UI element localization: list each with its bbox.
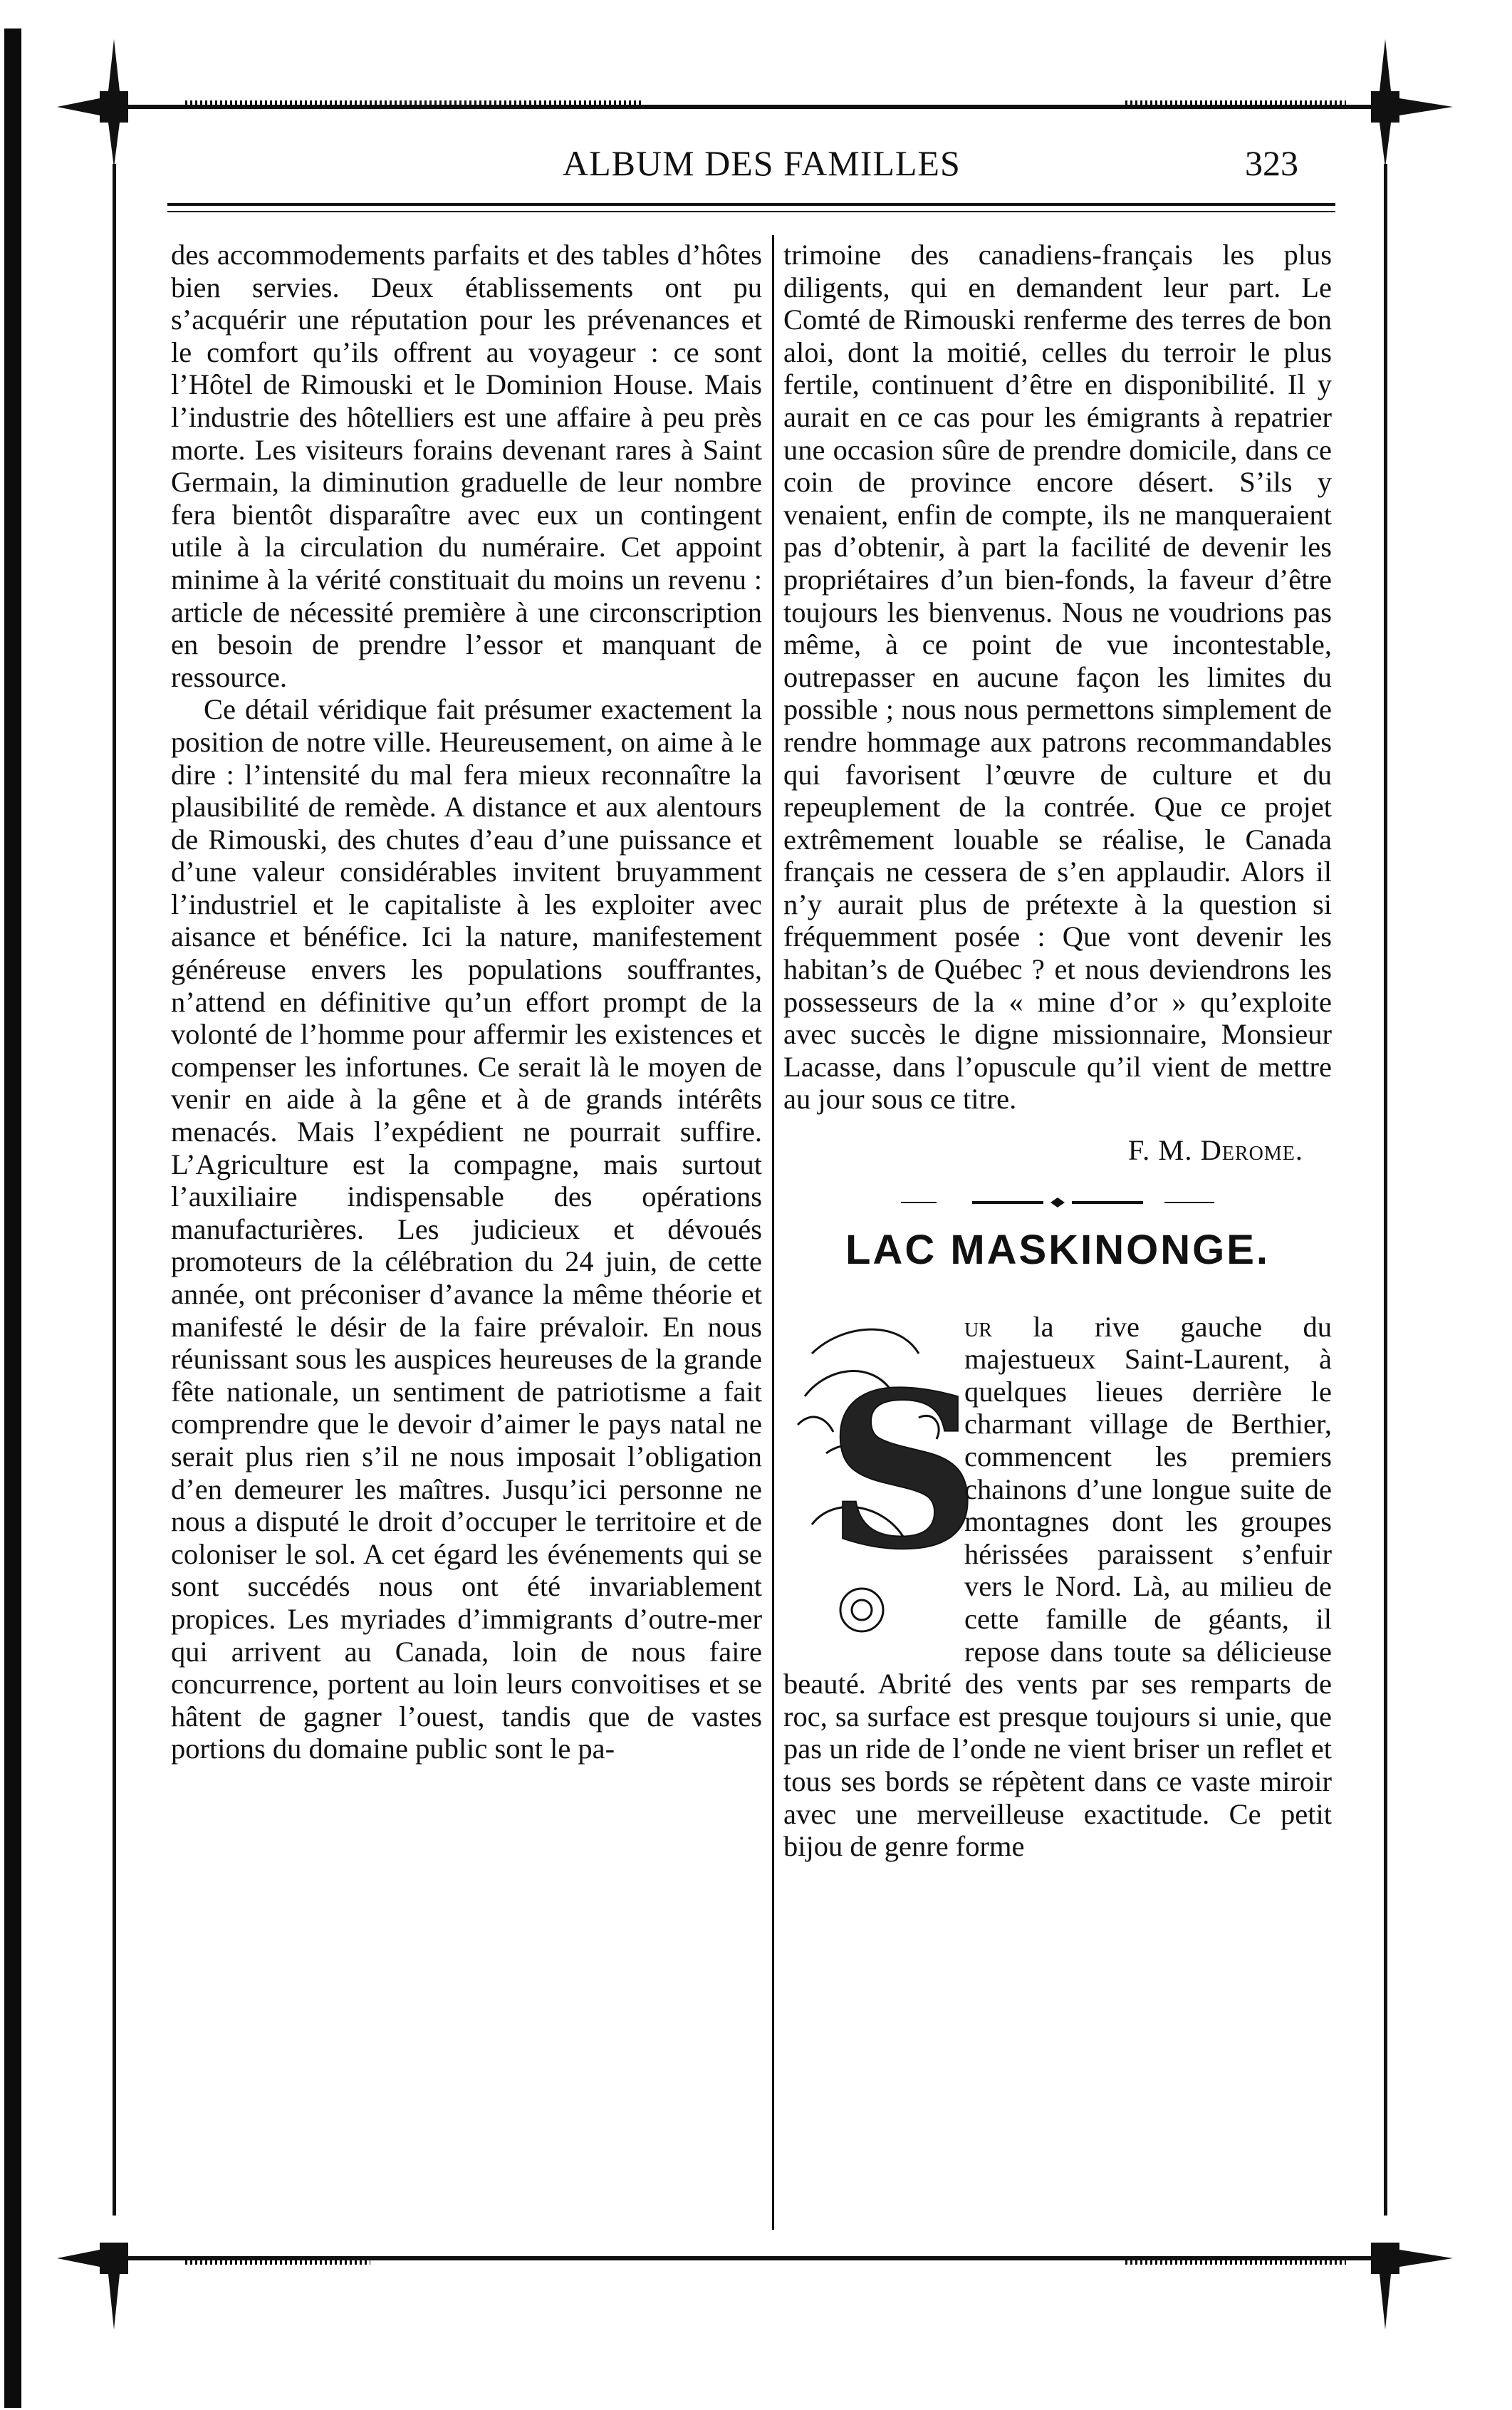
left-column [171, 239, 762, 1765]
article-body [783, 1311, 1332, 1863]
left-frame-line [113, 164, 116, 2216]
column-separator [772, 235, 774, 2230]
header-rule-bottom [167, 211, 1335, 212]
article-text: la rive gauche du majestueux Saint-Laurent, à quelques lieues derrière le charmant village de Berthier, commencent les premiers chainons d’une longue suite de montagnes dont les groupes hérissées paraissent s’enfuir vers le Nord. Là, au milieu de cette famille de géants, il repose dans toute sa délicieuse beauté. Abrité des vents par ses remparts de roc, sa surface est presque toujours si unie, que pas un ride de l’onde ne vient briser un reflet et tous ses bords se répètent dans ce vaste miroir avec une merveilleuse exactitude. Ce petit bijou de genre forme [783, 1310, 1332, 1863]
left-border-bar [4, 28, 21, 2408]
page-number: 323 [1245, 143, 1298, 183]
dropcap-letter: S [826, 1344, 981, 1596]
article-title: LAC MASKINONGE. [845, 1226, 1270, 1273]
running-title: ALBUM DES FAMILLES [563, 143, 961, 183]
right-column [783, 239, 1332, 1863]
paragraph: des accommodements parfaits et des tables d’hôtes bien servies. Deux établissements ont pu s’acquérir une réputation pour les prévenances et le comfort qu’ils offrent au voyageur : ce sont l’Hôtel de Rimouski et le Dominion House. Mais l’industrie des hôtelliers est une affaire à peu près morte. Les visiteurs forains devenant rares à Saint Germain, la diminution graduelle de leur nombre fera bientôt disparaître avec eux un contingent utile à la circulation du numéraire. Cet appoint minime à la vérité constituait du moins un revenu : article de nécessité première à une circonscription en besoin de prendre l’essor et manquant de ressource. [171, 239, 762, 693]
paragraph: Ce détail véridique fait présumer exactement la position de notre ville. Heureusement, on aime à le dire : l’intensité du mal fera mieux reconnaître la plausibilité de remède. A distance et aux alentours de Rimouski, des chutes d’eau d’une puissance et d’une valeur considérables invitent bruyamment l’industriel et le capitaliste à les exploiter avec aisance et bénéfice. Ici la nature, manifestement généreuse envers les populations souffrantes, n’attend en définitive qu’un effort prompt de la volonté de l’homme pour affermir les existences et compenser les infortunes. Ce serait là le moyen de venir en aide à la gêne et à de grands intérêts menacés. Mais l’expédient ne pourrait suffire. L’Agriculture est la compagne, mais surtout l’auxiliaire indispensable des opérations manufacturières. Les judicieux et dévoués promoteurs de la célébration du 24 juin, de cette année, ont préconiser d’avance la même théorie et manifesté le désir de la faire prévaloir. En nous réunissant sous les auspices heureuses de la grande fête nationale, un sentiment de patriotisme a fait comprendre que le devoir d’aimer le pays natal ne serait plus rien s’il ne nous imposait l’obligation d’en demeurer les maîtres. Jusqu’ici personne ne nous a disputé le droit d’occuper le territoire et de coloniser le sol. A cet égard les événements qui se sont succédés nous ont été invariablement propices. Les myriades d’immigrants d’outre-mer qui arrivent au Canada, loin de nous faire concurrence, portent au loin leurs convoitises et se hâtent de gagner l’ouest, tandis que de vastes portions du domaine public sont le pa- [171, 693, 762, 1765]
section-divider-ornament [894, 1195, 1221, 1210]
right-frame-line [1384, 164, 1387, 2216]
bottom-ornament-border [0, 2194, 1512, 2410]
article-lead-word: ur [964, 1310, 992, 1343]
author-signature: F. M. Derome. [1127, 1134, 1303, 1167]
paragraph: trimoine des canadiens-français les plus diligents, qui en demandent leur part. Le Comté de Rimouski renferme des terres de bon aloi, dont la moitié, celles du terroir le plus fertile, continuent d’être en disponibilité. Il y aurait en ce cas pour les émigrants à repatrier une occasion sûre de prendre domicile, dans ce coin de province encore désert. S’ils y venaient, enfin de compte, ils ne manqueraient pas d’obtenir, à part la facilité de devenir les propriétaires d’un bien-fonds, la faveur d’être toujours les bienvenus. Nous ne voudrions pas même, à ce point de vue incontestable, outrepasser en aucune façon les limites du possible ; nous nous permettons simplement de rendre hommage aux patrons recommandables qui favorisent l’œuvre de culture et du repeuplement de la contrée. Que ce projet extrêmement louable se réalise, le Canada français ne cessera de s’en applaudir. Alors il n’y aurait plus de prétexte à la question si fréquemment posée : Que vont devenir les habitan’s de Québec ? et nous deviendrons les possesseurs de la « mine d’or » qu’exploite avec succès le digne missionnaire, Monsieur Lacasse, dans l’opuscule qu’il vient de mettre au jour sous ce titre. [783, 239, 1332, 1116]
header-rule-top [167, 203, 1335, 206]
